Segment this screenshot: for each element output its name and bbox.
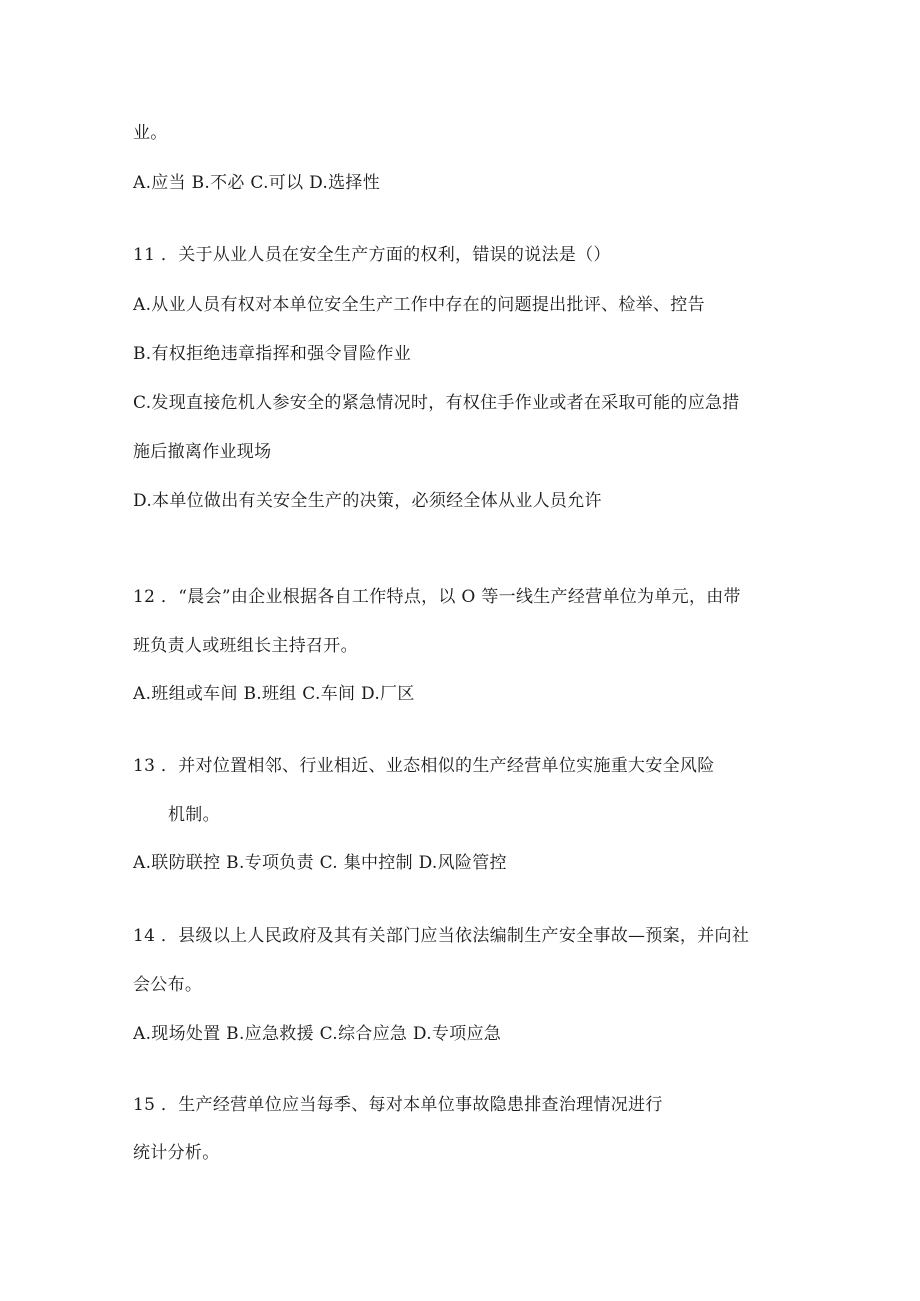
q11-option-c-cont: 施后撤离作业现场 xyxy=(133,442,272,462)
q13-question: 13 ．并对位置相邻、行业相近、业态相似的生产经营单位实施重大安全风险 xyxy=(133,756,715,776)
q15-question-cont: 统计分析。 xyxy=(133,1143,220,1163)
q11-question: 11 ．关于从业人员在安全生产方面的权利，错误的说法是（） xyxy=(133,245,611,265)
q15-question: 15 ．生产经营单位应当每季、每对本单位事故隐患排查治理情况进行 xyxy=(133,1095,663,1115)
q12-question-cont: 班负责人或班组长主持召开。 xyxy=(133,636,358,656)
q11-option-a: A.从业人员有权对本单位安全生产工作中存在的问题提出批评、检举、控告 xyxy=(133,295,705,315)
q14-options: A.现场处置 B.应急救援 C.综合应急 D.专项应急 xyxy=(133,1024,502,1044)
q11-option-d: D.本单位做出有关安全生产的决策，必须经全体从业人员允许 xyxy=(133,491,602,511)
q12-options: A.班组或车间 B.班组 C.车间 D.厂区 xyxy=(133,684,415,704)
q14-question-cont: 会公布。 xyxy=(133,975,203,995)
q12-question: 12 ．“晨会”由企业根据各自工作特点，以 O 等一线生产经营单位为单元，由带 xyxy=(133,587,741,607)
q13-question-cont: 机制。 xyxy=(168,805,220,825)
q11-option-c: C.发现直接危机人参安全的紧急情况时，有权住手作业或者在采取可能的应急措 xyxy=(133,393,740,413)
q10-options: A.应当 B.不必 C.可以 D.选择性 xyxy=(133,173,381,193)
text-line-continuation: 业。 xyxy=(133,123,168,143)
q11-option-b: B.有权拒绝违章指挥和强令冒险作业 xyxy=(133,344,411,364)
q14-question: 14 ．县级以上人民政府及其有关部门应当依法编制生产安全事故—预案，并向社 xyxy=(133,926,750,946)
q13-options: A.联防联控 B.专项负责 C. 集中控制 D.风险管控 xyxy=(133,853,507,873)
